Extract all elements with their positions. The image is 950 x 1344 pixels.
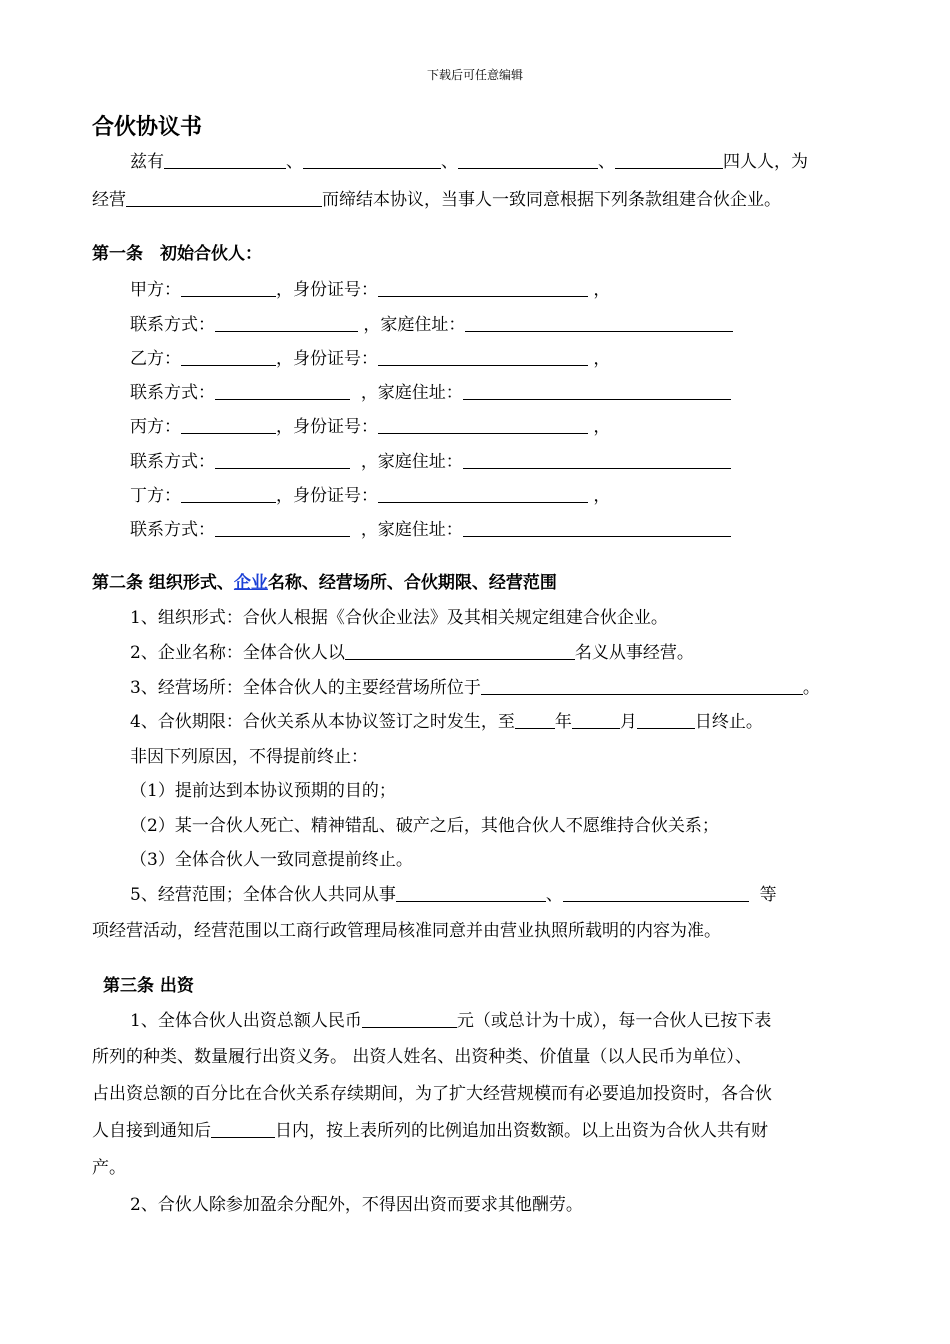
party-c-contact-blank[interactable]	[215, 450, 350, 469]
enterprise-name-blank[interactable]	[345, 641, 575, 660]
article-3-heading: 第三条 出资	[103, 976, 194, 996]
art3-p1-line-4: 人自接到通知后 日内，按上表所列的比例追加出资数额。以上出资为合伙人共有财	[92, 1121, 768, 1141]
party-a-name-blank[interactable]	[181, 278, 276, 297]
blank-partner-2[interactable]	[303, 150, 441, 169]
party-a-contact-row: 联系方式： ，家庭住址：	[130, 313, 900, 337]
page-header: 下载后可任意编辑	[426, 68, 523, 82]
party-d-name-blank[interactable]	[181, 484, 276, 503]
party-b-row: 乙方： ，身份证号： ，	[130, 349, 611, 369]
art2-item-4: 4、合伙期限：合伙关系从本协议签订之时发生，至 年 月 日终止。	[130, 712, 763, 732]
art2-sub-3: （3）全体合伙人一致同意提前终止。	[130, 850, 413, 870]
art2-item-5-line-2: 项经营活动，经营范围以工商行政管理局核准同意并由营业执照所载明的内容为准。	[92, 921, 721, 941]
art2-item-1: 1、组织形式：合伙人根据《合伙企业法》及其相关规定组建合伙企业。	[130, 608, 668, 628]
business-scope-blank-2[interactable]	[563, 883, 749, 902]
party-d-row: 丁方： ，身份证号： ，	[130, 486, 611, 506]
art3-p1-line-3: 占出资总额的百分比在合伙关系存续期间，为了扩大经营规模而有必要追加投资时，各合伙	[92, 1084, 772, 1104]
art3-p1-line-2: 所列的种类、数量履行出资义务。 出资人姓名、出资种类、价值量（以人民币为单位）、	[92, 1047, 752, 1067]
art3-p1-line-1: 1、全体合伙人出资总额人民币 元（或总计为十成），每一合伙人已按下表	[130, 1011, 772, 1031]
party-c-id-blank[interactable]	[378, 415, 588, 434]
art2-sub-1: （1）提前达到本协议预期的目的；	[130, 781, 396, 801]
blank-business[interactable]	[126, 188, 322, 207]
party-c-name-blank[interactable]	[181, 415, 276, 434]
total-capital-blank[interactable]	[362, 1009, 457, 1028]
party-a-id-blank[interactable]	[378, 278, 588, 297]
party-d-address-blank[interactable]	[463, 518, 731, 537]
party-c-row: 丙方： ，身份证号： ，	[130, 417, 611, 437]
party-b-address-blank[interactable]	[463, 381, 731, 400]
article-1-heading: 第一条 初始合伙人：	[92, 244, 262, 264]
notice-days-blank[interactable]	[211, 1119, 275, 1138]
blank-partner-4[interactable]	[615, 150, 723, 169]
art2-sub-2: （2）某一合伙人死亡、精神错乱、破产之后，其他合伙人不愿维持合伙关系；	[130, 816, 719, 836]
blank-partner-3[interactable]	[458, 150, 598, 169]
party-d-contact-row: 联系方式： ，家庭住址：	[130, 518, 900, 542]
art2-item-2: 2、企业名称：全体合伙人以 名义从事经营。	[130, 643, 694, 663]
intro-line-2: 经营 而缔结本协议，当事人一致同意根据下列条款组建合伙企业。	[92, 190, 781, 210]
party-a-contact-blank[interactable]	[215, 313, 358, 332]
art2-item-3: 3、经营场所：全体合伙人的主要经营场所位于 。	[130, 678, 820, 698]
party-c-contact-row: 联系方式： ，家庭住址：	[130, 450, 900, 474]
party-b-contact-row: 联系方式： ，家庭住址：	[130, 381, 900, 405]
document-title: 合伙协议书	[92, 114, 203, 140]
art3-p1-line-5: 产。	[92, 1158, 126, 1178]
business-location-blank[interactable]	[481, 676, 803, 695]
party-d-id-blank[interactable]	[378, 484, 588, 503]
business-scope-blank-1[interactable]	[396, 883, 546, 902]
art3-p2: 2、合伙人除参加盈余分配外，不得因出资而要求其他酬劳。	[130, 1195, 583, 1215]
end-day-blank[interactable]	[637, 710, 695, 729]
article-2-heading: 第二条 组织形式、企业名称、经营场所、合伙期限、经营范围	[92, 573, 557, 593]
end-month-blank[interactable]	[572, 710, 620, 729]
art2-item-5: 5、经营范围；全体合伙人共同从事 、 等	[130, 885, 777, 905]
party-c-address-blank[interactable]	[463, 450, 731, 469]
enterprise-link[interactable]: 企业	[233, 573, 268, 593]
intro-line-1: 兹有 、 、 、 四人人，为	[130, 152, 808, 172]
end-year-blank[interactable]	[515, 710, 555, 729]
party-a-row: 甲方： ，身份证号： ，	[130, 280, 611, 300]
blank-partner-1[interactable]	[164, 150, 286, 169]
party-b-contact-blank[interactable]	[215, 381, 350, 400]
party-b-name-blank[interactable]	[181, 347, 276, 366]
party-a-address-blank[interactable]	[465, 313, 733, 332]
art2-item-4-note: 非因下列原因，不得提前终止：	[130, 747, 368, 767]
party-d-contact-blank[interactable]	[215, 518, 350, 537]
party-b-id-blank[interactable]	[378, 347, 588, 366]
